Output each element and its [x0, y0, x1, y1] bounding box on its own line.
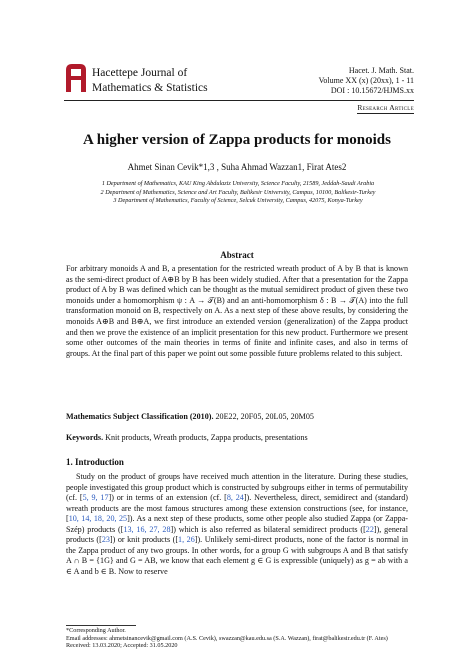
msc-line	[66, 412, 408, 421]
intro-text-6: ]), general products ([	[66, 524, 408, 544]
msc-codes: 20E22, 20F05, 20L05, 20M05	[215, 412, 314, 421]
keywords-label: Keywords.	[66, 433, 104, 442]
paper-title: A higher version of Zappa products for monoids	[83, 132, 391, 148]
affiliation-3: 3 Department of Mathematics, Faculty of Science, Selcuk University, Campus, 42075, Konya-Turkey	[113, 197, 363, 205]
citation-link[interactable]: 8, 24	[226, 493, 244, 502]
intro-text-1: Study on the product of groups have received much attention in the literature. During these studies, people investigated this group product which is constructed by subgroups either in terms of permutability (cf. [	[66, 472, 408, 502]
received-accepted-dates: Received: 13.03.2020; Accepted: 31.05.2020	[66, 642, 178, 650]
journal-name	[92, 66, 208, 96]
affiliation-1: 1 Department of Mathematics, KAU King Abdulaziz University, Science Faculty, 21589, Jeddah-Saudi Arabia	[101, 180, 375, 187]
email-addresses: Email addresses: ahmetsinancevik@gmail.com (A.S. Cevik), swazzan@kau.edu.sa (S.A. Wazzan), firat@balikesir.edu.tr (F. Ates)	[66, 634, 388, 642]
affiliations	[78, 180, 398, 206]
citation-link[interactable]: 10, 14, 18, 20, 25	[68, 514, 128, 523]
citation-link[interactable]: 13, 16, 27, 28	[123, 524, 171, 534]
citation-link[interactable]: 5, 9, 17	[82, 493, 109, 502]
author-list: Ahmet Sinan Cevik*1,3 , Suha Ahmad Wazzan1, Firat Ates2	[127, 162, 347, 172]
doi: DOI : 10.15672/HJMS.xx	[330, 86, 414, 95]
journal-name-line1: Hacettepe Journal of	[92, 67, 188, 79]
abstract-text: For arbitrary monoids A and B, a presentation for the restricted wreath product of A by B that is known as the semi-direct product of A⊕B by B has been widely studied. After that a presentation for the Zappa product of A by B was defined which can be thought as the mutual semidirect product of given these two monoids under a homomorphism ψ : A → 𝒯(B) and an anti-homomorphism δ : B → 𝒯(A) into the full transformation monoid on B, respectively on A. As a next step of these above results, by considering the monoids A⊕B and B⊕A, we first introduce an extended version (generalization) of the Zappa product and then we prove the existence of an implicit presentation for this new product. Furthermore we present some other outcomes of the main theories in terms of finite and infinite cases, and also in terms of groups. At the final part of this paper we point out some possible future problems related to this subject.	[66, 264, 408, 358]
introduction-paragraph	[66, 472, 408, 577]
journal-meta	[319, 66, 414, 96]
intro-text-3: ]). Nevertheless, direct, semidirect and (standard) wreath products are the most famous structures among these extension constructions (see, for instance, [	[66, 493, 408, 523]
footnotes	[66, 627, 408, 650]
citation-link[interactable]: 22	[365, 524, 374, 534]
section-heading: 1. Introduction	[66, 457, 124, 467]
header-divider	[64, 100, 414, 101]
intro-text-4: ]). As a next step of these products, some other people also studied Zappa (or Zappa-Szép) products ([	[66, 514, 409, 534]
journal-abbrev: Hacet. J. Math. Stat.	[348, 66, 414, 75]
footnote-divider	[66, 625, 136, 626]
abstract-heading: Abstract	[220, 250, 254, 260]
university-logo-icon	[64, 62, 88, 96]
citation-link[interactable]: 1, 26	[178, 535, 195, 544]
article-type-label: Research Article	[357, 103, 414, 112]
journal-name-line2: Mathematics & Statistics	[92, 82, 208, 94]
msc-label: Mathematics Subject Classification (2010).	[66, 412, 214, 421]
citation-link[interactable]: 23	[101, 535, 110, 544]
affiliation-2: 2 Department of Mathematics, Science and Art Faculty, Balikesir University, Campus, 10100, Balikesir-Turkey	[100, 188, 376, 196]
keywords-line	[66, 433, 408, 442]
intro-text-7: ]) or knit products ([	[109, 535, 179, 544]
corresponding-author-note: *Corresponding Author.	[66, 627, 126, 634]
volume-info: Volume XX (x) (20xx), 1 - 11	[318, 76, 414, 85]
intro-text-2: ]) or in terms of an extension (cf. [	[108, 493, 227, 502]
intro-text-8: ]). Unlikely semi-direct products, none of the factor is normal in the Zappa product of any two groups. In other words, for a group G with subgroups A and B that satisfy A ∩ B = {1G} and G = AB, we know that each element g ∈ G is expressible (uniquely) as g = ab with a ∈ A and b ∈ B. Now to reserve	[66, 535, 408, 576]
intro-text-5: ]) which is also referred as bilateral semidirect products ([	[170, 524, 366, 534]
journal-header	[64, 62, 414, 102]
keywords-value: Knit products, Wreath products, Zappa products, presentations	[105, 433, 308, 442]
